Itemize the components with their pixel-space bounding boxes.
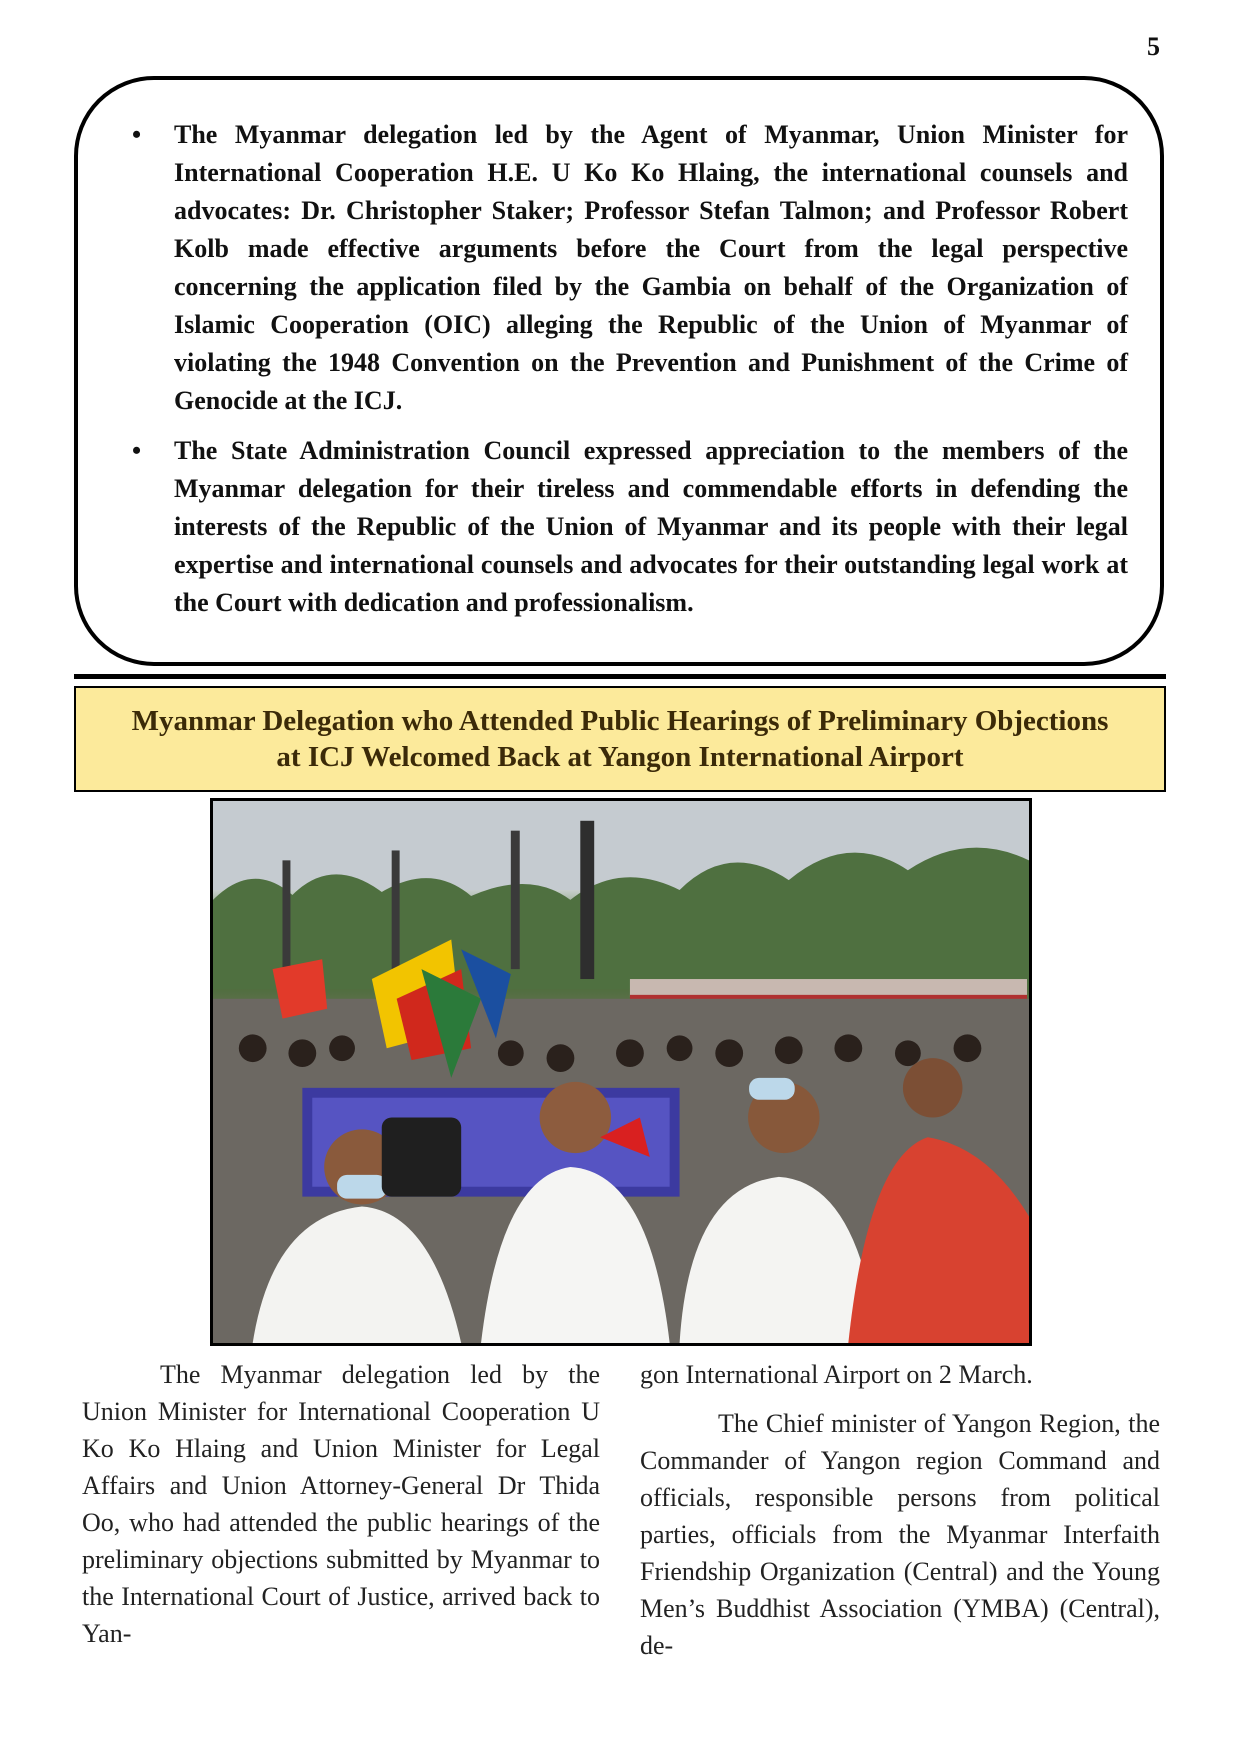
section-divider [74,674,1166,679]
article-column-left [82,1356,600,1664]
summary-item-text: The Myanmar delegation led by the Agent of Myanmar, Union Minister for International Cooperation H.E. U Ko Ko Hlaing, the international counsels and advocates: Dr. Christopher Staker; Professor Stefan Talmon; and Professor Robert Kolb made effective arguments before the Court from the legal perspective concerning the application filed by the Gambia on behalf of the Organization of Islamic Cooperation (OIC) alleging the Republic of the Union of Myanmar of violating the 1948 Convention on the Prevention and Punishment of the Crime of Genocide at the ICJ. [174,120,1128,415]
summary-list [108,116,1128,622]
page-number: 5 [1147,32,1160,61]
article-headline [74,686,1166,792]
bullet-icon: • [132,120,142,149]
headline-line-1: Myanmar Delegation who Attended Public Hearings of Preliminary Objections [131,705,1109,737]
article-paragraph-continuation: gon International Airport on 2 March. [640,1360,1033,1389]
summary-item [108,116,1128,420]
article-paragraph: The Myanmar delegation led by the Union Minister for International Cooperation U Ko Ko Hlaing and Union Minister for Legal Affairs and Union Attorney-General Dr Thida Oo, who had attended the public hearings of the preliminary objections submitted by Myanmar to the International Court of Justice, arrived back to Yan- [82,1360,600,1648]
photo-illustration [213,801,1029,1343]
summary-item-text: The State Administration Council expressed appreciation to the members of the Myanmar delegation for their tireless and commendable efforts in defending the interests of the Republic of the Union of Myanmar and its people with their legal expertise and international counsels and advocates for their outstanding legal work at the Court with dedication and professionalism. [174,436,1128,617]
article-photo [210,798,1032,1346]
summary-box [74,76,1164,666]
article-column-right [640,1356,1160,1676]
headline-line-2: at ICJ Welcomed Back at Yangon International Airport [276,741,964,773]
summary-item [108,432,1128,622]
article-paragraph: The Chief minister of Yangon Region, the Commander of Yangon region Command and officials, responsible persons from political parties, officials from the Myanmar Interfaith Friendship Organization (Central) and the Young Men’s Buddhist Association (YMBA) (Central), de- [640,1409,1160,1660]
bullet-icon: • [132,436,142,465]
